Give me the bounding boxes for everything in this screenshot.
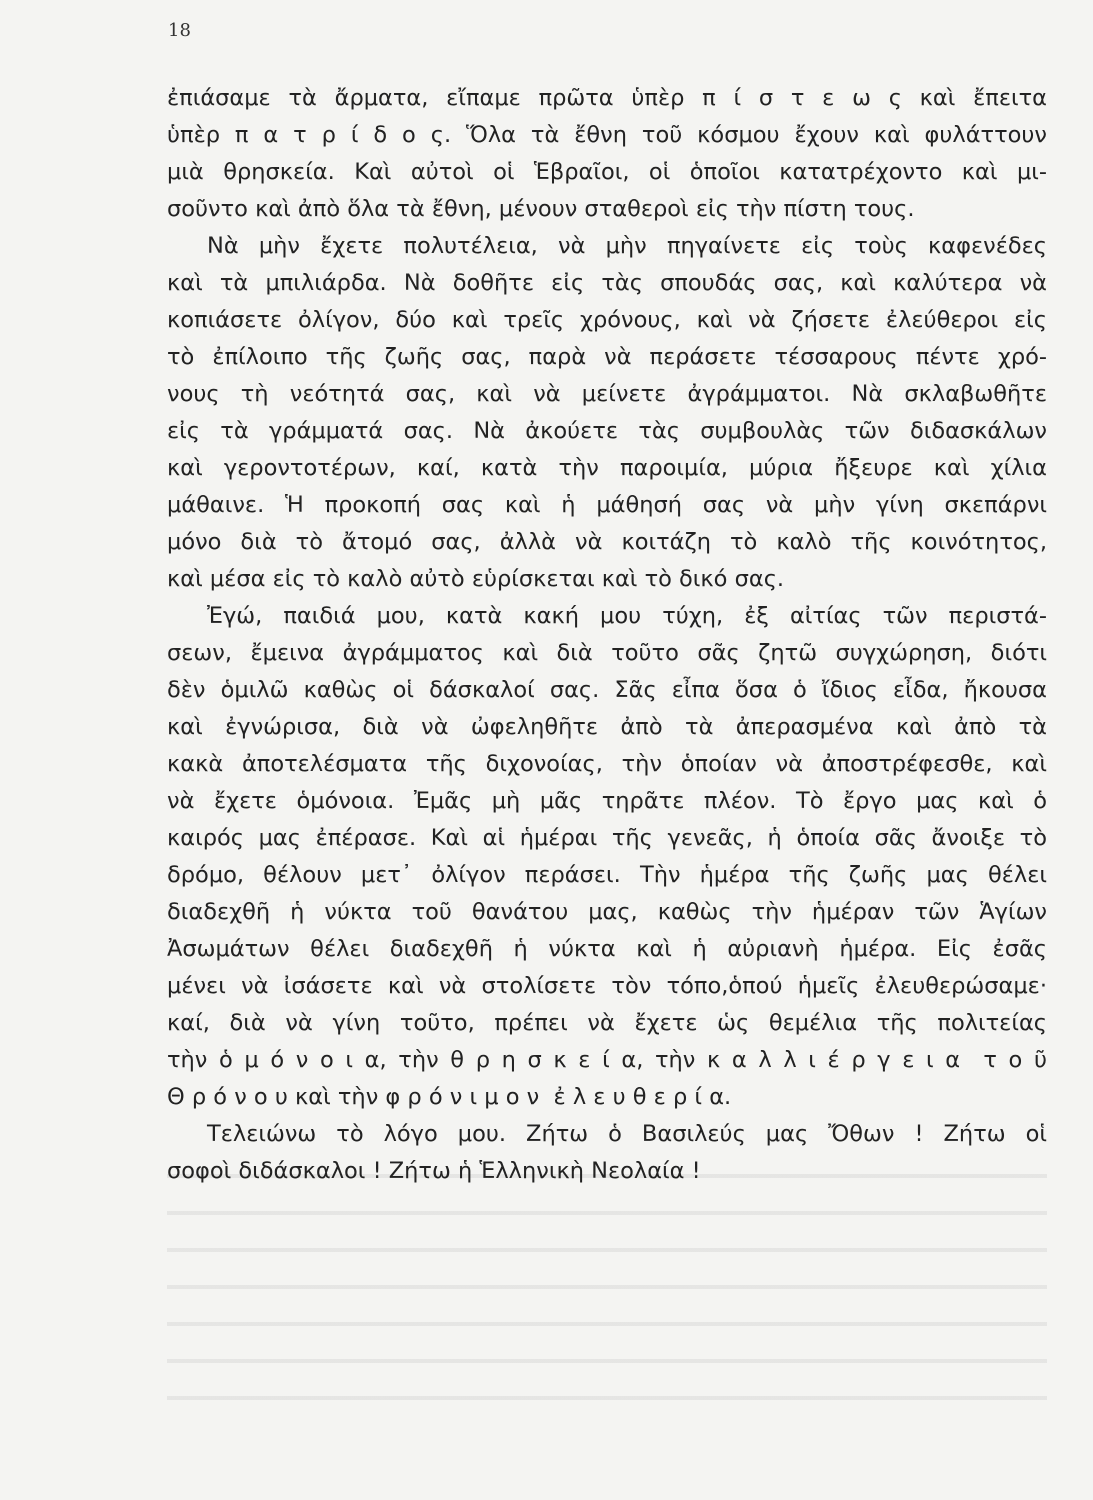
text-line: Τελειώνω τὸ λόγο μου. Ζήτω ὁ Βασιλεύς μας Ὄθων ! Ζήτω οἱ (207, 1121, 1047, 1147)
text-line: μόνο διὰ τὸ ἄτομό σας, ἀλλὰ νὰ κοιτάζη τὸ καλὸ τῆς κοινότητος, (167, 529, 1047, 555)
text-line: μένει νὰ ἰσάσετε καὶ νὰ στολίσετε τὸν τόπο,ὁπού ἡμεῖς ἐλευθερώσαμε· (167, 973, 1047, 999)
text-line: καιρός μας ἐπέρασε. Καὶ αἱ ἡμέραι τῆς γενεᾶς, ἡ ὁποία σᾶς ἄνοιξε τὸ (167, 825, 1047, 851)
text-line: δὲν ὁμιλῶ καθὼς οἱ δάσκαλοί σας. Σᾶς εἶπα ὅσα ὁ ἴδιος εἶδα, ἤκουσα (167, 677, 1047, 703)
text-line: σοῦντο καὶ ἀπὸ ὅλα τὰ ἔθνη, μένουν σταθεροὶ εἰς τὴν πίστη τους. (167, 196, 915, 222)
text-line: κακὰ ἀποτελέσματα τῆς διχονοίας, τὴν ὁποίαν νὰ ἀποστρέφεσθε, καὶ (167, 751, 1047, 777)
text-line: Θ ρ ό ν ο υ καὶ τὴν φ ρ ό ν ι μ ο ν ἐ λ ε υ θ ε ρ ί α. (167, 1084, 732, 1110)
text-line: μιὰ θρησκεία. Καὶ αὐτοὶ οἱ Ἑβραῖοι, οἱ ὁποῖοι κατατρέχοντο καὶ μι- (167, 159, 1047, 185)
text-line: τὸ ἐπίλοιπο τῆς ζωῆς σας, παρὰ νὰ περάσετε τέσσαρους πέντε χρό- (167, 344, 1047, 370)
text-line: σοφοὶ διδάσκαλοι ! Ζήτω ἡ Ἑλληνικὴ Νεολαία ! (167, 1158, 701, 1184)
body-text (167, 80, 1047, 1190)
text-line: καὶ μέσα εἰς τὸ καλὸ αὐτὸ εὑρίσκεται καὶ τὸ δικό σας. (167, 566, 785, 592)
text-line: νους τὴ νεότητά σας, καὶ νὰ μείνετε ἀγράμματοι. Νὰ σκλαβωθῆτε (167, 381, 1047, 407)
bleed-through-shadow (167, 1160, 1047, 1420)
text-line: τὴν ὁ μ ό ν ο ι α, τὴν θ ρ η σ κ ε ί α, τὴν κ α λ λ ι έ ρ γ ε ι α τ ο ῦ (167, 1047, 1047, 1073)
text-line: καὶ γεροντοτέρων, καί, κατὰ τὴν παροιμία, μύρια ἤξευρε καὶ χίλια (167, 455, 1047, 481)
text-line: μάθαινε. Ἡ προκοπή σας καὶ ἡ μάθησή σας νὰ μὴν γίνη σκεπάρνι (167, 492, 1047, 518)
text-line: καὶ ἐγνώρισα, διὰ νὰ ὠφεληθῆτε ἀπὸ τὰ ἀπερασμένα καὶ ἀπὸ τὰ (167, 714, 1047, 740)
text-line: Ἀσωμάτων θέλει διαδεχθῆ ἡ νύκτα καὶ ἡ αὐριανὴ ἡμέρα. Εἰς ἐσᾶς (167, 936, 1047, 962)
text-line: Ἐγώ, παιδιά μου, κατὰ κακή μου τύχη, ἐξ αἰτίας τῶν περιστά- (207, 603, 1047, 629)
text-line: καί, διὰ νὰ γίνη τοῦτο, πρέπει νὰ ἔχετε ὡς θεμέλια τῆς πολιτείας (167, 1010, 1047, 1036)
text-line: νὰ ἔχετε ὁμόνοια. Ἐμᾶς μὴ μᾶς τηρᾶτε πλέον. Τὸ ἔργο μας καὶ ὁ (167, 788, 1047, 814)
text-line: διαδεχθῆ ἡ νύκτα τοῦ θανάτου μας, καθὼς τὴν ἡμέραν τῶν Ἁγίων (167, 899, 1047, 925)
text-line: σεων, ἔμεινα ἀγράμματος καὶ διὰ τοῦτο σᾶς ζητῶ συγχώρηση, διότι (167, 640, 1047, 666)
text-line: Νὰ μὴν ἔχετε πολυτέλεια, νὰ μὴν πηγαίνετε εἰς τοὺς καφενέδες (207, 233, 1047, 259)
text-line: εἰς τὰ γράμματά σας. Νὰ ἀκούετε τὰς συμβουλὰς τῶν διδασκάλων (167, 418, 1047, 444)
text-line: κοπιάσετε ὀλίγον, δύο καὶ τρεῖς χρόνους, καὶ νὰ ζήσετε ἐλεύθεροι εἰς (167, 307, 1047, 333)
text-line: ὑπὲρ π α τ ρ ί δ ο ς. Ὅλα τὰ ἔθνη τοῦ κόσμου ἔχουν καὶ φυλάττουν (167, 122, 1047, 148)
page-number: 18 (168, 20, 191, 41)
text-line: καὶ τὰ μπιλιάρδα. Νὰ δοθῆτε εἰς τὰς σπουδάς σας, καὶ καλύτερα νὰ (167, 270, 1047, 296)
text-line: ἐπιάσαμε τὰ ἄρματα, εἴπαμε πρῶτα ὑπὲρ π ί σ τ ε ω ς καὶ ἔπειτα (167, 85, 1047, 111)
text-line: δρόμο, θέλουν μετ᾽ ὀλίγον περάσει. Τὴν ἡμέρα τῆς ζωῆς μας θέλει (167, 862, 1047, 888)
